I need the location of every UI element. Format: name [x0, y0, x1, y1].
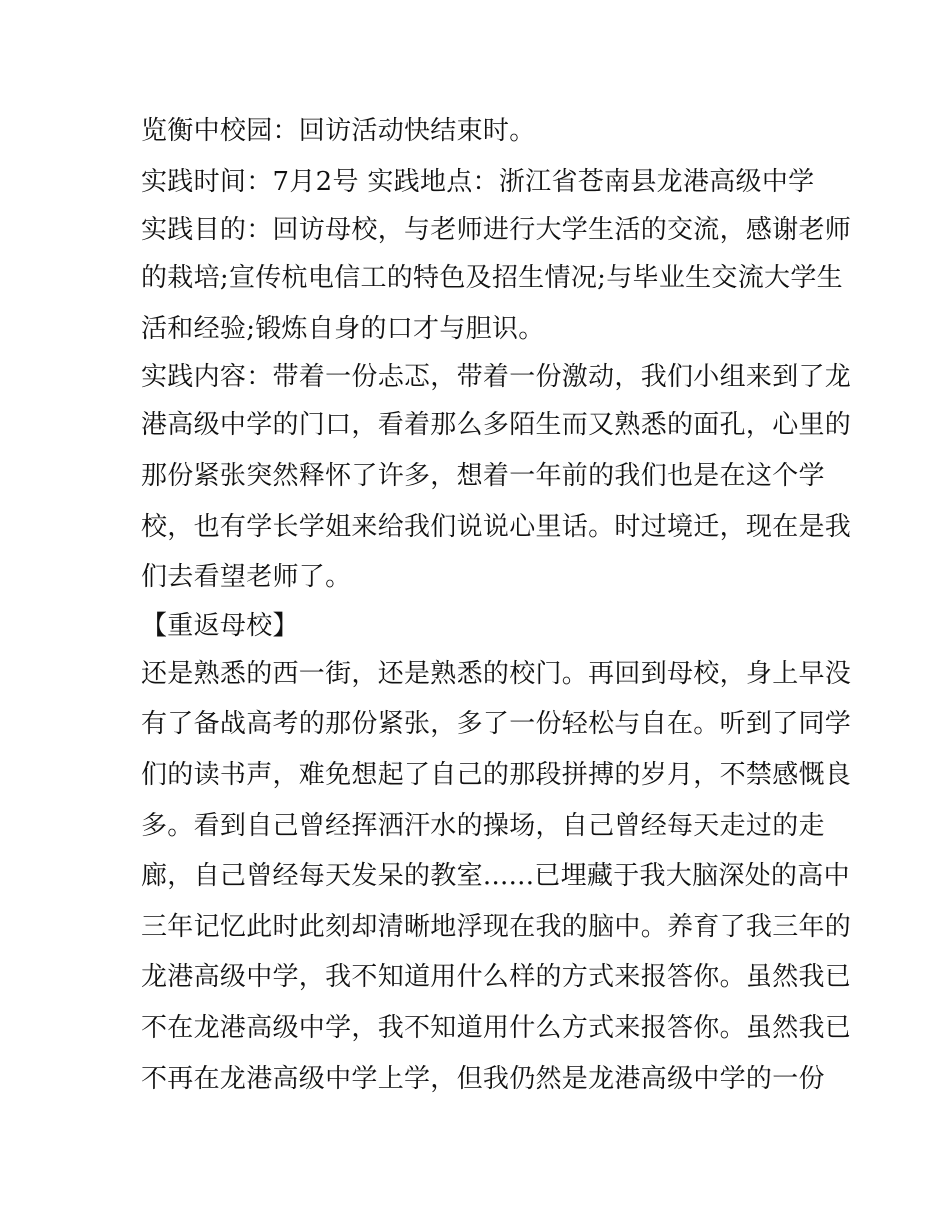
- text-line: 实践目的：回访母校，与老师进行大学生活的交流，感谢老师: [141, 215, 852, 246]
- document-body: [141, 106, 852, 1104]
- text-line: 校，也有学长学姐来给我们说说心里话。时过境迁，现在是我: [141, 511, 852, 542]
- text-line: 还是熟悉的西一街，还是熟悉的校门。再回到母校，身上早没: [141, 658, 852, 689]
- text-line: 实践时间：7月2号 实践地点：浙江省苍南县龙港高级中学: [141, 166, 815, 197]
- text-line: 们去看望老师了。: [141, 562, 352, 593]
- text-line: 那份紧张突然释怀了许多，想着一年前的我们也是在这个学: [141, 460, 825, 491]
- text-line: 不在龙港高级中学，我不知道用什么方式来报答你。虽然我已: [141, 1012, 852, 1043]
- text-line: 们的读书声，难免想起了自己的那段拼搏的岁月，不禁感慨良: [141, 759, 852, 790]
- text-line: 廊，自己曾经每天发呆的教室......已埋藏于我大脑深处的高中: [141, 861, 850, 892]
- text-line: 多。看到自己曾经挥洒汗水的操场，自己曾经每天走过的走: [141, 810, 825, 841]
- text-line: 龙港高级中学，我不知道用什么样的方式来报答你。虽然我已: [141, 962, 852, 993]
- text-line: 三年记忆此时此刻却清晰地浮现在我的脑中。养育了我三年的: [141, 911, 852, 942]
- text-line: 实践内容：带着一份忐忑，带着一份激动，我们小组来到了龙: [141, 362, 852, 393]
- text-line: 览衡中校园：回访活动快结束时。: [141, 116, 536, 146]
- section-heading: 【重返母校】: [141, 610, 299, 641]
- text-line: 有了备战高考的那份紧张，多了一份轻松与自在。听到了同学: [141, 709, 852, 740]
- text-line: 的栽培;宣传杭电信工的特色及招生情况;与毕业生交流大学生: [141, 263, 843, 294]
- text-line: 港高级中学的门口，看着那么多陌生而又熟悉的面孔，心里的: [141, 410, 852, 441]
- text-line: 不再在龙港高级中学上学，但我仍然是龙港高级中学的一份: [141, 1063, 825, 1094]
- text-line: 活和经验;锻炼自身的口才与胆识。: [141, 313, 545, 344]
